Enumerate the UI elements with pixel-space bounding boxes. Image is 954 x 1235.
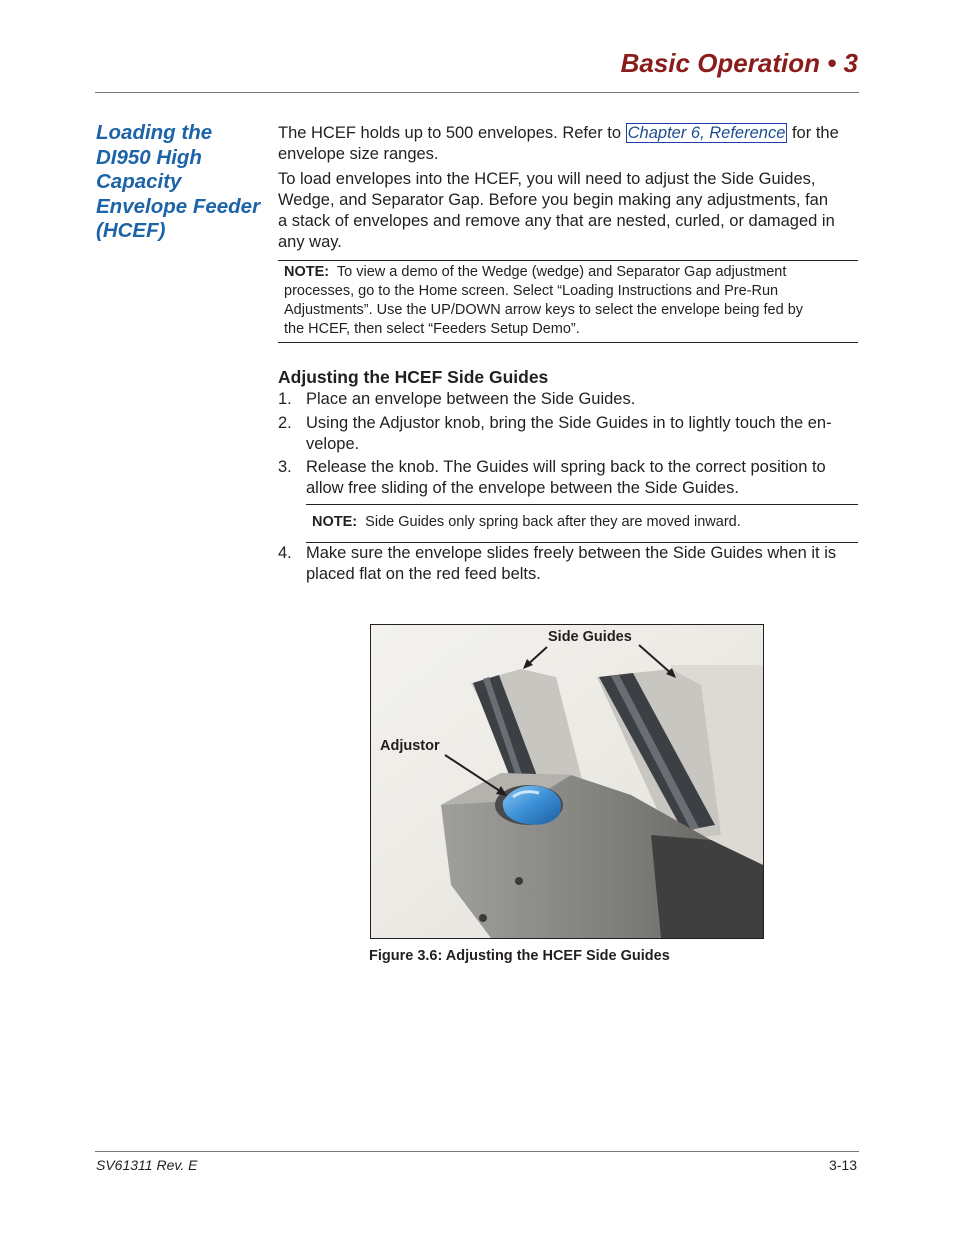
step-number: 4. [278, 544, 292, 562]
section-side-title [96, 121, 271, 244]
note-line: Adjustments”. Use the UP/DOWN arrow keys to select the envelope being fed by [284, 302, 804, 318]
step-item [278, 389, 860, 410]
intro-line: To load envelopes into the HCEF, you will need to adjust the Side Guides, [278, 170, 816, 188]
side-title-line: Capacity [96, 170, 182, 193]
note-line: the HCEF, then select “Feeders Setup Demo”. [284, 321, 580, 337]
intro-line: Wedge, and Separator Gap. Before you begin making any adjustments, fan [278, 191, 829, 209]
step-number: 2. [278, 414, 292, 432]
intro-text: for the [787, 124, 839, 142]
intro-paragraph-2 [278, 169, 860, 253]
intro-line: any way. [278, 233, 342, 251]
note-line: processes, go to the Home screen. Select “Loading Instructions and Pre-Run [284, 283, 779, 299]
step-item [278, 457, 860, 499]
step-text: Make sure the envelope slides freely between the Side Guides when it is placed flat on the red feed belts. [306, 544, 837, 583]
footer-rule [95, 1151, 859, 1152]
note-spring-back [306, 504, 858, 543]
page-header-title: Basic Operation • 3 [620, 48, 858, 78]
subsection-heading: Adjusting the HCEF Side Guides [278, 367, 549, 387]
step-number: 1. [278, 390, 292, 408]
note-demo [278, 260, 858, 343]
side-title-line: (HCEF) [96, 219, 166, 242]
note-line: To view a demo of the Wedge (wedge) and Separator Gap adjustment [336, 264, 787, 280]
intro-text: envelope size ranges. [278, 145, 439, 163]
screw-hole [515, 877, 523, 885]
step-text: Using the Adjustor knob, bring the Side Guides in to lightly touch the en- velope. [306, 414, 832, 453]
step-item [278, 413, 860, 455]
side-title-line: DI950 High [96, 145, 202, 169]
note-label: NOTE: [312, 514, 358, 530]
header-rule [95, 92, 859, 93]
footer-doc-id: SV61311 Rev. E [96, 1157, 198, 1173]
intro-text: The HCEF holds up to 500 envelopes. Refer to [278, 124, 626, 142]
step-number: 3. [278, 458, 292, 476]
step-text: Place an envelope between the Side Guides. [306, 390, 636, 408]
figure-hcef-side-guides [370, 624, 764, 939]
screw-hole [479, 914, 487, 922]
step-text: Release the knob. The Guides will spring back to the correct position to allow free sliding of the envelope between the Side Guides. [306, 458, 826, 497]
note-label: NOTE: [284, 264, 330, 280]
note-text: Side Guides only spring back after they are moved inward. [365, 514, 741, 530]
footer-page-number: 3-13 [828, 1157, 857, 1173]
intro-line: a stack of envelopes and remove any that are nested, curled, or damaged in [278, 212, 835, 230]
intro-paragraph-1 [278, 123, 860, 165]
hcef-illustration [371, 625, 763, 938]
step-item [278, 543, 860, 585]
adjustor-label: Adjustor [380, 738, 440, 754]
side-guides-label: Side Guides [548, 629, 632, 645]
side-title-line: Loading the [96, 121, 213, 144]
chapter-6-reference-link[interactable]: Chapter 6, Reference [627, 124, 786, 142]
side-title-line: Envelope Feeder [96, 194, 261, 218]
figure-caption: Figure 3.6: Adjusting the HCEF Side Guides [369, 948, 670, 964]
